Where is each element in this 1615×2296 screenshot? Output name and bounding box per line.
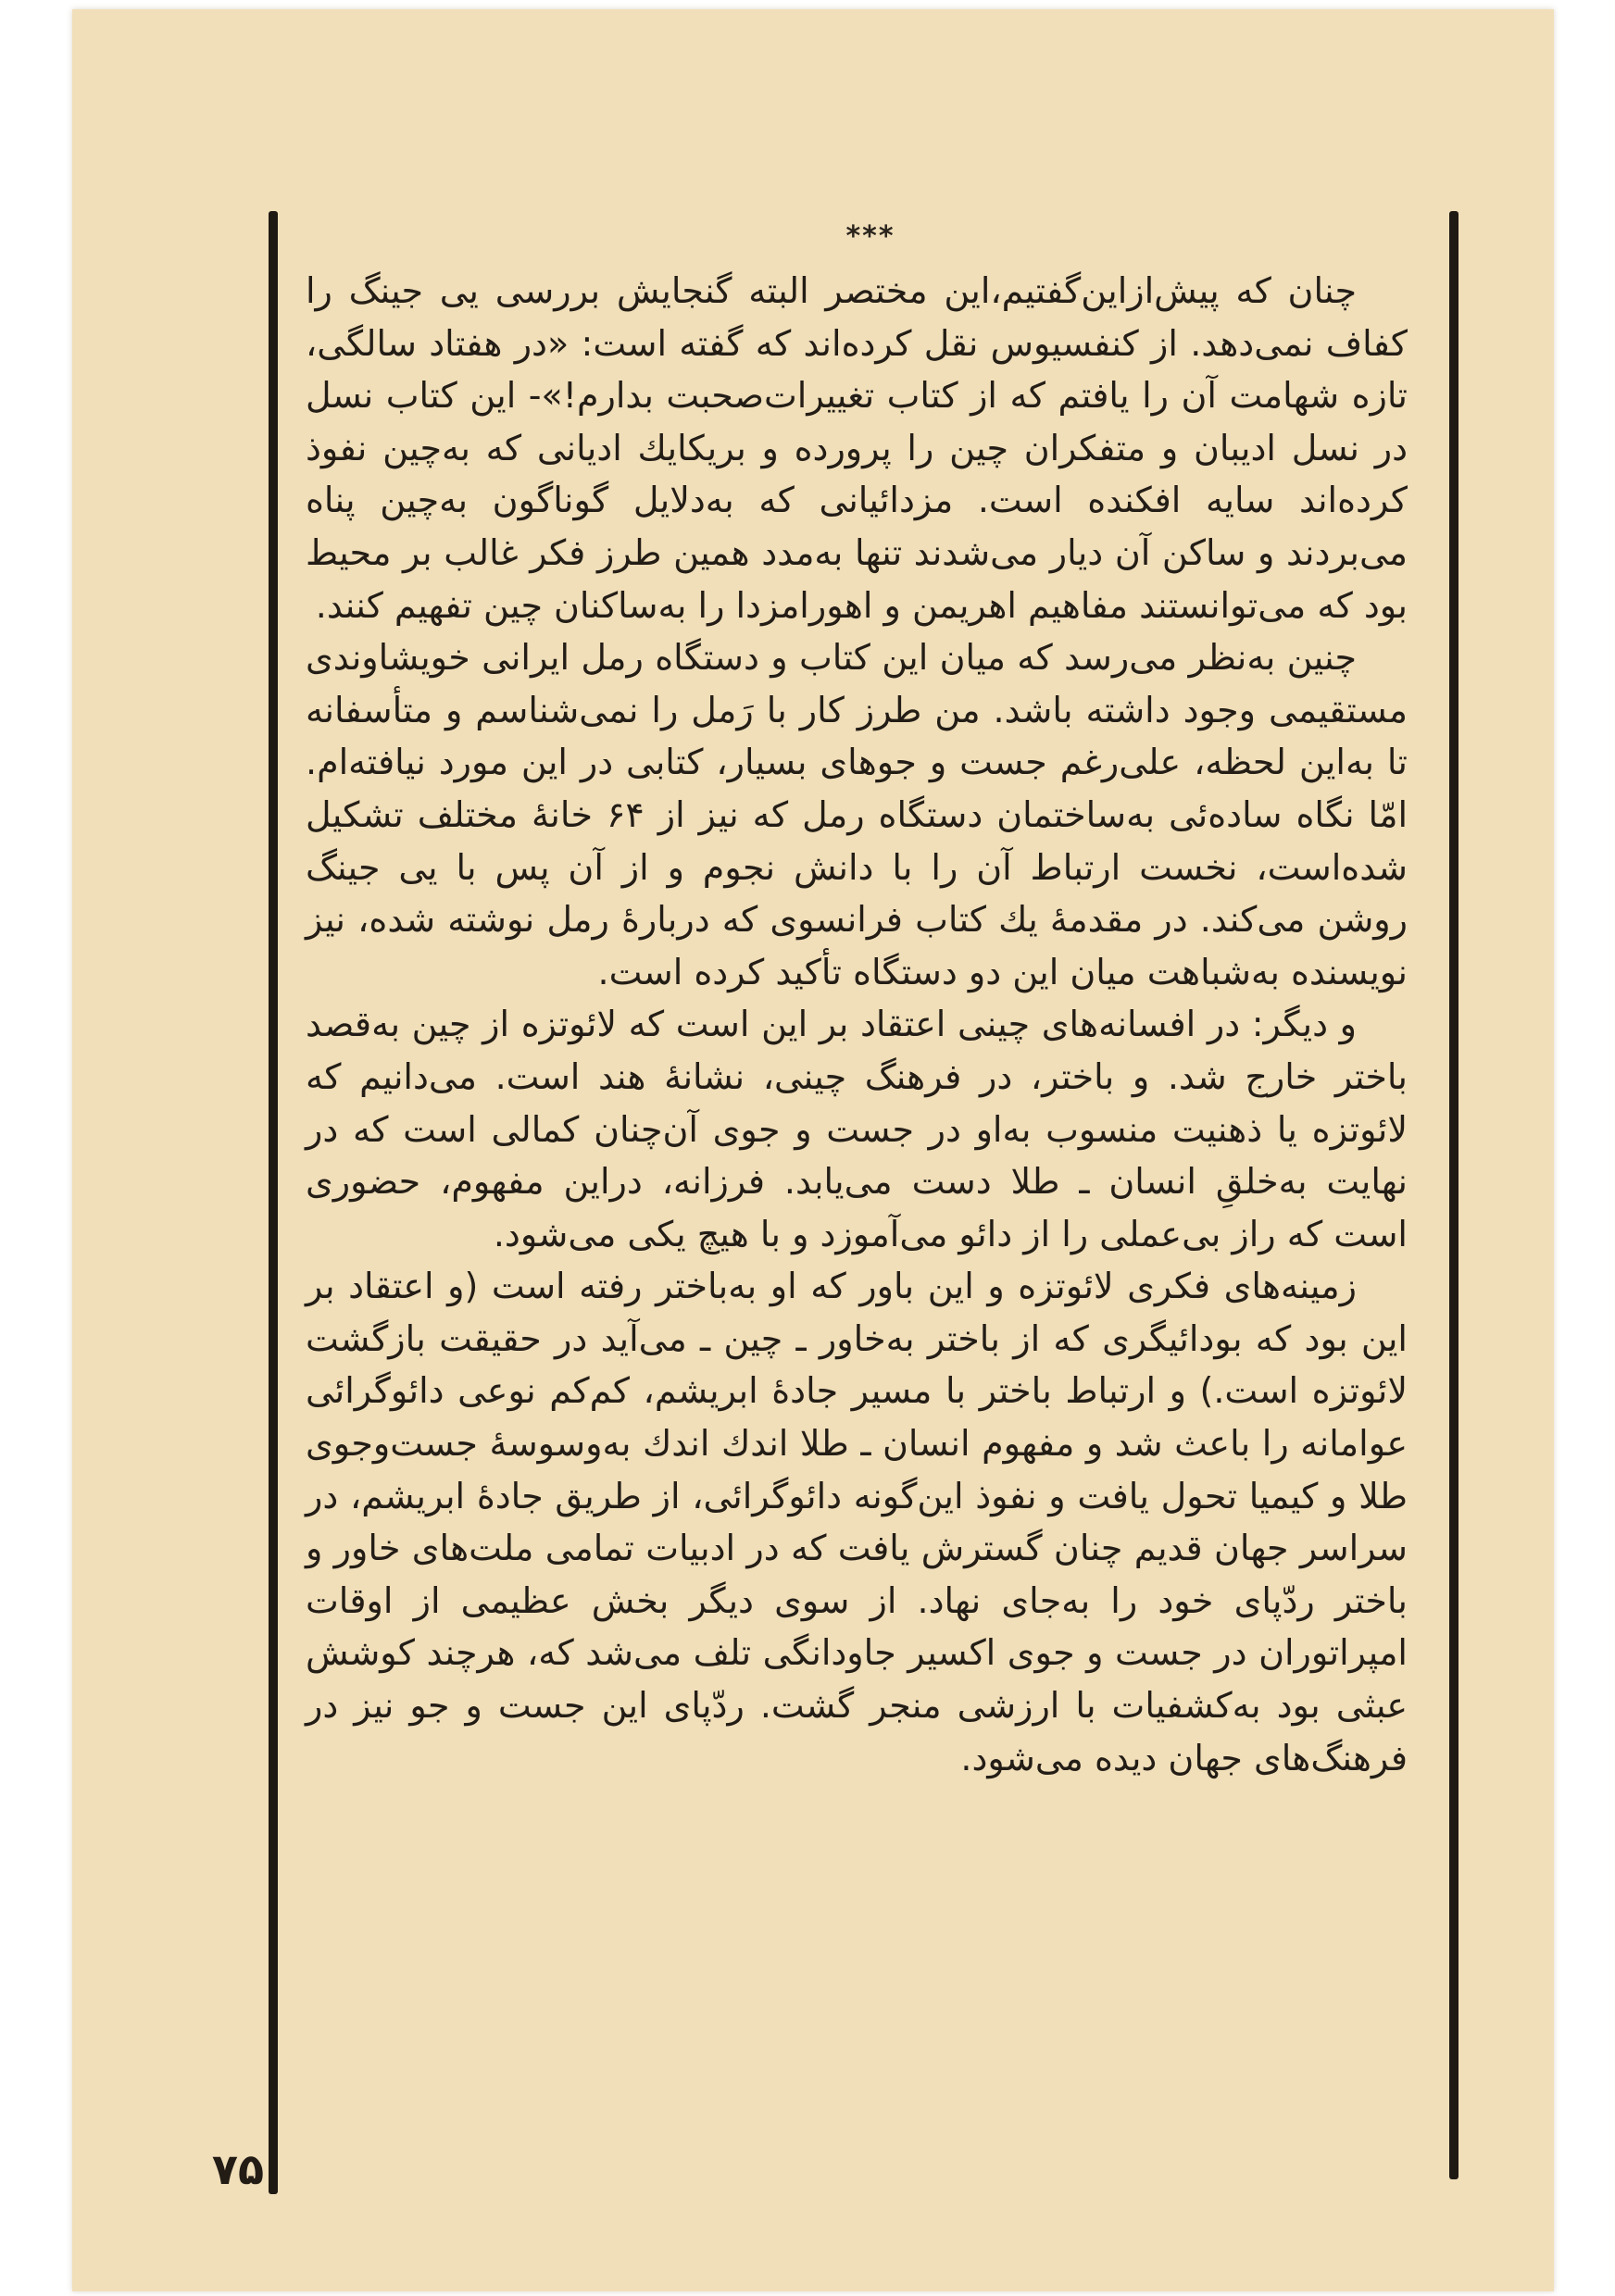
left-margin-rule: [269, 211, 278, 2194]
paragraph-2: چنین به‌نظر می‌رسد که میان این کتاب و دستگاه رمل ایرانی خویشاوندی مستقیمی وجود داشته باشد. من طرز کار با رَمل را نمی‌شناسم و متأسفانه تا به‌این لحظه، علی‌رغم جست و جوهای بسیار، کتابی در این مورد نیافته‌ام. امّا نگاه ساده‌ئی به‌ساختمان دستگاه رمل که نیز از ۶۴ خانهٔ مختلف تشکیل شده‌است، نخست ارتباط آن را با دانش نجوم و از آن پس با یی جینگ روشن می‌کند. در مقدمهٔ یك کتاب فرانسوی که دربارهٔ رمل نوشته شده، نیز نویسنده به‌شباهت میان این دو دستگاه تأکید کرده است.: [306, 637, 1408, 992]
right-margin-rule: [1449, 211, 1459, 2179]
paragraph-3: و دیگر: در افسانه‌های چینی اعتقاد بر این است که لائوتزه از چین به‌قصد باختر خارج شد. و باختر، در فرهنگ چینی، نشانهٔ هند است. می‌دانیم که لائوتزه یا ذهنیت منسوب به‌او در جست و جوی آن‌چنان کمالی است که در نهایت به‌خلقِ انسان ـ طلا دست می‌یابد. فرزانه، دراین مفهوم، حضوری است که راز بی‌عملی را از دائو می‌آموزد و با هیچ یکی می‌شود.: [306, 1004, 1408, 1254]
body-text: [306, 265, 1408, 1784]
page-number: ۷۵: [211, 2144, 265, 2194]
paragraph-4: زمینه‌های فکری لائوتزه و این باور که او به‌باختر رفته است (و اعتقاد بر این بود که بودائیگری که از باختر به‌خاور ـ چین ـ می‌آید در حقیقت بازگشت لائوتزه است.) و ارتباط باختر با مسیر جادهٔ ابریشم، کم‌کم نوعی دائوگرائی عوامانه را باعث شد و مفهوم انسان ـ طلا اندك اندك به‌وسوسهٔ جست‌وجوی طلا و کیمیا تحول یافت و نفوذ این‌گونه دائوگرائی، از طریق جادهٔ ابریشم، در سراسر جهان قدیم چنان گسترش یافت که در ادبیات تمامی ملت‌های خاور و باختر ردّپای خود را به‌جای نهاد. از سوی دیگر بخش عظیمی از اوقات امپراتوران در جست و جوی اکسیر جاودانگی تلف می‌شد که، هرچند کوشش عبثی بود به‌کشفیات با ارزشی منجر گشت. ردّپای این جست و جو نیز در فرهنگ‌های جهان دیده می‌شود.: [306, 1266, 1408, 1778]
paragraph-1: چنان که پیش‌ازاین‌گفتیم،این مختصر البته گنجایش بررسی یی جینگ را کفاف نمی‌دهد. از کنفسیوس نقل کرده‌اند که گفته است: «در هفتاد سالگی، تازه شهامت آن را یافتم که از کتاب تغییرات‌صحبت بدارم!»- این کتاب نسل در نسل ادیبان و متفکران چین را پرورده و بریکایك ادیانی که به‌چین نفوذ کرده‌اند سایه افکنده است. مزدائیانی که به‌دلایل گوناگون به‌چین پناه می‌بردند و ساکن آن دیار می‌شدند تنها به‌مدد همین طرز فکر غالب بر محیط بود که می‌توانستند مفاهیم اهریمن و اهورامزدا را به‌ساکنان چین تفهیم کنند.: [306, 270, 1408, 626]
section-separator: ***: [845, 220, 895, 253]
